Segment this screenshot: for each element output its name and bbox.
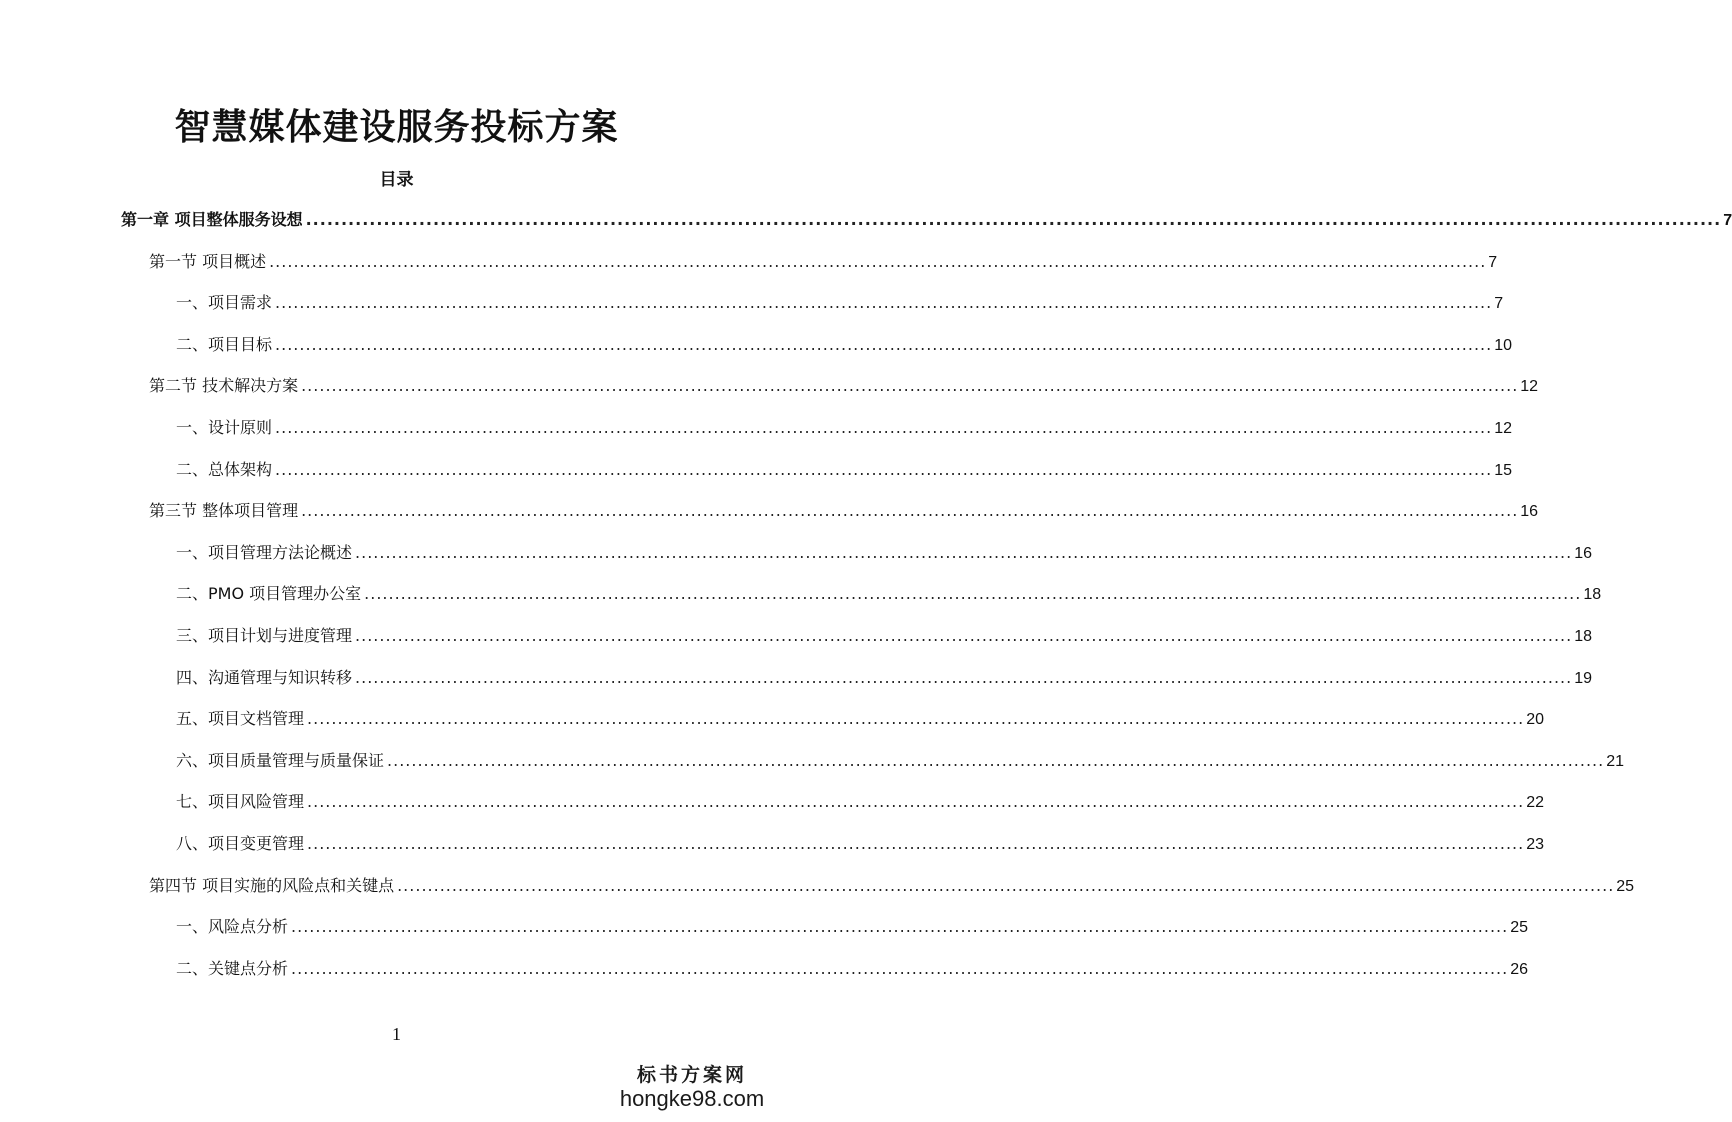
toc-entry-label: 第二节 技术解决方案 [149, 376, 299, 395]
watermark-name: 标书方案网 [636, 1064, 747, 1086]
toc-dot-leader: ........................................................................................................................................................................................................ [355, 626, 1573, 645]
toc-entry[interactable] [176, 706, 1544, 732]
toc-entry-label: 四、沟通管理与知识转移 [176, 668, 353, 687]
toc-entry[interactable] [121, 207, 1732, 233]
toc-dot-leader: ........................................................................................................................................................................................................ [301, 501, 1519, 520]
toc-entry-page: 7 [1488, 254, 1498, 271]
toc-entry-label: 一、项目管理方法论概述 [176, 543, 353, 562]
toc-entry-label: 八、项目变更管理 [176, 834, 305, 853]
watermark-logo [607, 1066, 777, 1110]
document-title: 智慧媒体建设服务投标方案 [174, 107, 619, 148]
toc-entry-page: 18 [1583, 586, 1602, 603]
toc-dot-leader: ........................................................................................................................................................................................................ [387, 751, 1605, 770]
toc-entry-label: 二、总体架构 [176, 460, 273, 479]
toc-entry-label: 五、项目文档管理 [176, 709, 305, 728]
toc-entry[interactable] [176, 748, 1624, 774]
toc-entry[interactable] [149, 873, 1635, 899]
toc-entry[interactable] [176, 540, 1592, 566]
toc-entry-page: 12 [1494, 420, 1512, 437]
toc-entry[interactable] [149, 373, 1539, 399]
toc-entry-page: 16 [1520, 503, 1539, 520]
toc-entry-label: 第一节 项目概述 [149, 252, 267, 271]
toc-dot-leader: ........................................................................................................................................................................................................ [307, 709, 1525, 728]
toc-entry-label: 一、风险点分析 [176, 917, 289, 936]
toc-entry[interactable] [176, 332, 1512, 358]
toc-dot-leader: ........................................................................................................................................................................................................ [397, 876, 1615, 895]
toc-entry-label: 六、项目质量管理与质量保证 [176, 751, 385, 770]
toc-heading: 目录 [379, 170, 414, 190]
toc-dot-leader: ........................................................................................................................................................................................................ [275, 460, 1493, 479]
toc-entry-label: 二、PMO 项目管理办公室 [176, 584, 362, 603]
toc-dot-leader: ........................................................................................................................................................................................................ [364, 584, 1582, 603]
toc-dot-leader: ........................................................................................................................................................................................................ [355, 543, 1573, 562]
toc-entry[interactable] [176, 581, 1602, 607]
toc-dot-leader: ........................................................................................................................................................................................................ [275, 418, 1493, 437]
toc-entry-page: 26 [1510, 961, 1528, 978]
toc-entry-label: 七、项目风险管理 [176, 792, 305, 811]
toc-dot-leader: ........................................................................................................................................................................................................ [355, 668, 1573, 687]
toc-entry[interactable] [176, 789, 1544, 815]
toc-dot-leader: ........................................................................................................................................................................................................ [307, 834, 1525, 853]
toc-entry-page: 7 [1494, 295, 1504, 312]
toc-entry[interactable] [176, 457, 1512, 483]
toc-entry-label: 一、设计原则 [176, 418, 273, 437]
toc-entry[interactable] [176, 623, 1592, 649]
toc-entry[interactable] [176, 290, 1504, 316]
toc-entry[interactable] [176, 956, 1528, 982]
toc-entry-label: 三、项目计划与进度管理 [176, 626, 353, 645]
toc-entry[interactable] [149, 249, 1498, 275]
toc-entry-label: 第四节 项目实施的风险点和关键点 [149, 876, 395, 895]
toc-entry-page: 16 [1574, 545, 1592, 562]
toc-entry[interactable] [176, 665, 1592, 691]
toc-entry-page: 23 [1526, 836, 1544, 853]
toc-entry-page: 25 [1616, 878, 1635, 895]
toc-entry-page: 22 [1526, 794, 1544, 811]
toc-dot-leader: ........................................................................................................................................................................................................ [291, 959, 1509, 978]
toc-entry-page: 25 [1510, 919, 1528, 936]
toc-entry-page: 19 [1574, 670, 1592, 687]
toc-entry-label: 第三节 整体项目管理 [149, 501, 299, 520]
page-number: 1 [392, 1024, 401, 1044]
toc-dot-leader: ........................................................................................................................................................................................................ [307, 792, 1525, 811]
watermark-url: hongke98.com [619, 1086, 765, 1111]
toc-entry-page: 20 [1526, 711, 1544, 728]
toc-entry-page: 18 [1574, 628, 1592, 645]
toc-entry-page: 21 [1606, 753, 1624, 770]
toc-entry[interactable] [149, 498, 1539, 524]
toc-entry-page: 10 [1494, 337, 1512, 354]
toc-dot-leader: ........................................................................................................................................................................................................ [275, 335, 1493, 354]
toc-dot-leader: ........................................................................................................................................................................................................ [305, 210, 1722, 229]
toc-entry-page: 7 [1723, 212, 1732, 229]
toc-entry-label: 第一章 项目整体服务设想 [121, 210, 303, 229]
toc-entry[interactable] [176, 415, 1512, 441]
toc-entry[interactable] [176, 831, 1544, 857]
toc-entry-label: 一、项目需求 [176, 293, 273, 312]
toc-dot-leader: ........................................................................................................................................................................................................ [301, 376, 1519, 395]
toc-entry[interactable] [176, 914, 1528, 940]
toc-dot-leader: ........................................................................................................................................................................................................ [291, 917, 1509, 936]
toc-entry-label: 二、关键点分析 [176, 959, 289, 978]
toc-dot-leader: ........................................................................................................................................................................................................ [269, 252, 1487, 271]
toc-entry-page: 12 [1520, 378, 1539, 395]
toc-dot-leader: ........................................................................................................................................................................................................ [275, 293, 1493, 312]
toc-entry-page: 15 [1494, 462, 1512, 479]
toc-entry-label: 二、项目目标 [176, 335, 273, 354]
